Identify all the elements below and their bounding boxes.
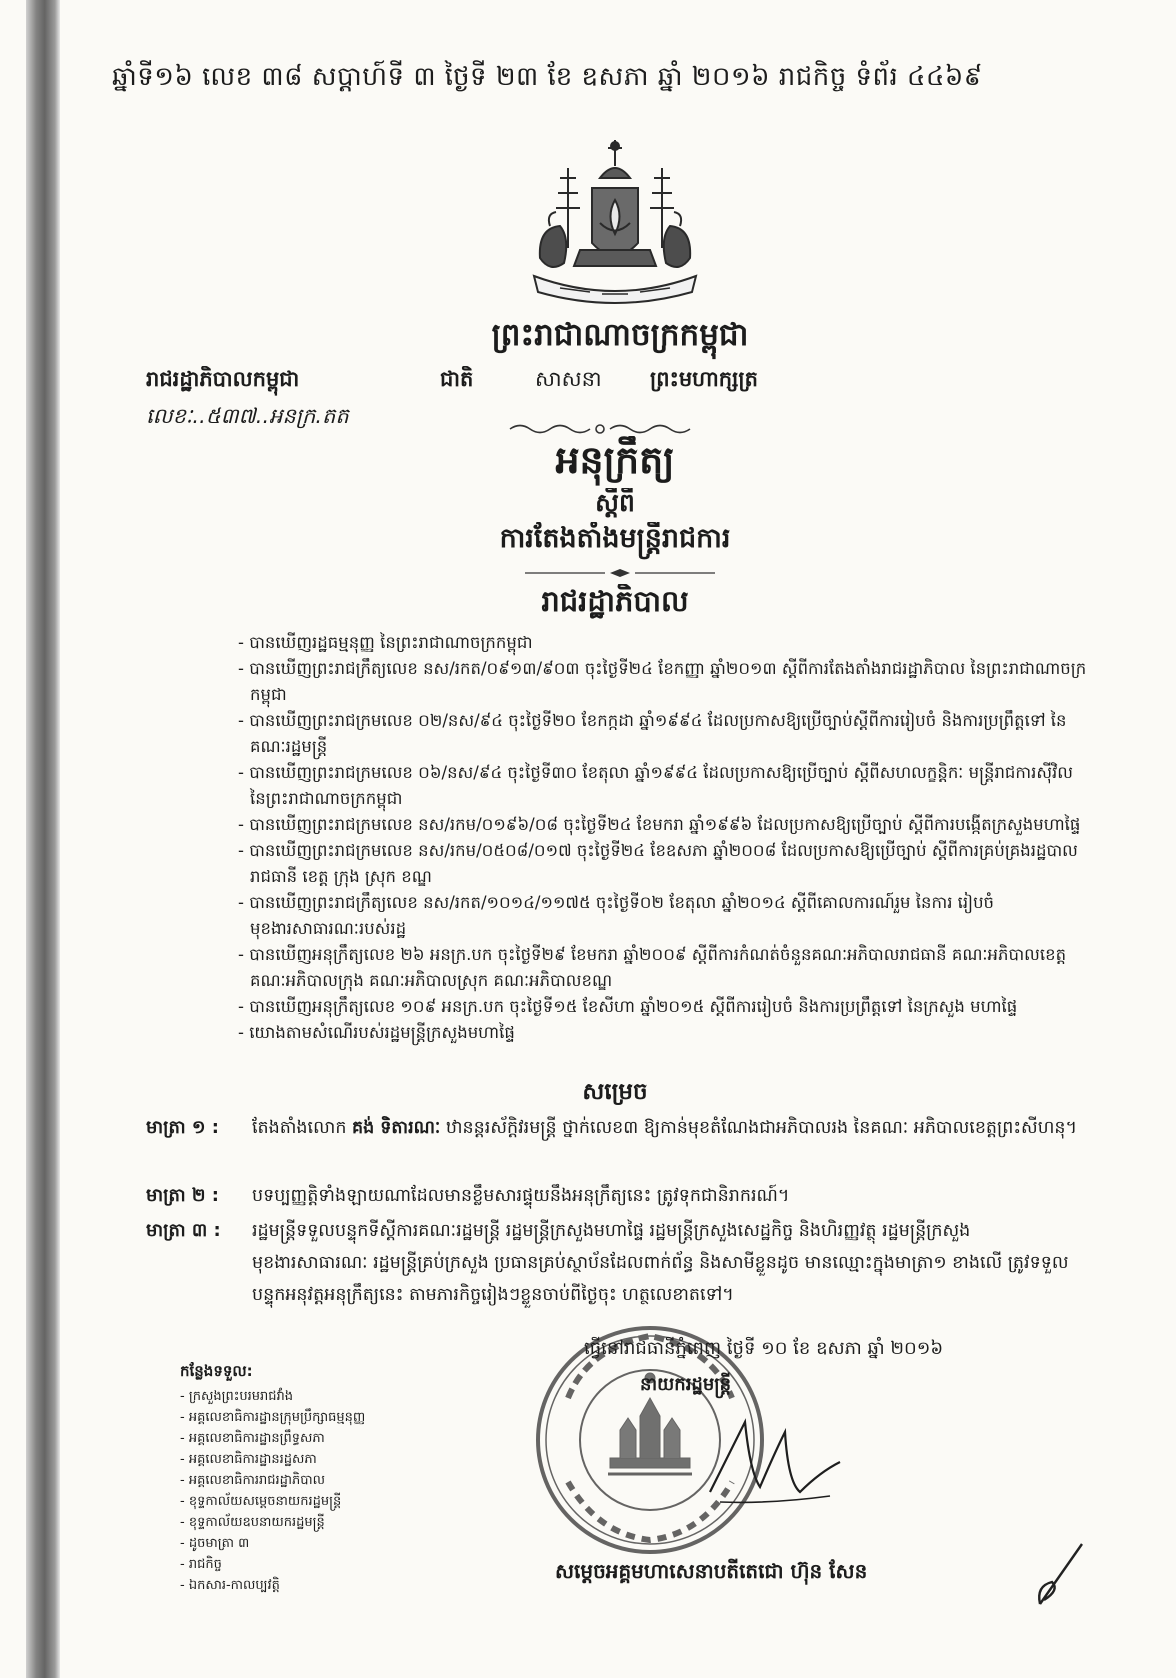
recipient-item: - ខុទ្ទកាល័យឧបនាយករដ្ឋមន្ត្រី bbox=[180, 1515, 325, 1530]
preamble-item: - បានឃើញព្រះរាជក្រឹត្យលេខ នស/រកត/១០១៤/១១៧៥ ចុះថ្ងៃទី០២ ខែតុលា ឆ្នាំ២០១៤ ស្តីពីគោលការណ៍រួម នៃការ រៀបចំមុខងារសាធារណៈរបស់រដ្ឋ bbox=[238, 893, 995, 938]
recipient-item: - អគ្គលេខាធិការដ្ឋានព្រឹទ្ធសភា bbox=[180, 1431, 325, 1446]
kingdom-title: ព្រះរាជាណាចក្រកម្ពុជា bbox=[491, 317, 749, 353]
motto-religion: សាសនា bbox=[535, 367, 602, 391]
recipients-list bbox=[180, 1386, 500, 1598]
article-3-text: រដ្ឋមន្ត្រីទទួលបន្ទុកទីស្តីការគណៈរដ្ឋមន្ត្រី រដ្ឋមន្ត្រីក្រសួងមហាផ្ទៃ រដ្ឋមន្ត្រីក្រសួងសេដ្ឋកិច្ច និងហិរញ្ញវត្ថុ រដ្ឋមន្ត្រីក្រសួងមុខងារសាធារណៈ រដ្ឋមន្ត្រីគ្រប់ក្រសួង ប្រធានគ្រប់ស្ថាប័នដែលពាក់ព័ន្ធ និងសាមីខ្លួនដូច មានឈ្មោះក្នុងមាត្រា១ ខាងលើ ត្រូវទទួលបន្ទុកអនុវត្តអនុក្រឹត្យនេះ តាមភារកិច្ចរៀងៗខ្លួនចាប់ពីថ្ងៃចុះ ហត្ថលេខាតទៅ។ bbox=[252, 1221, 1069, 1305]
recipient-item: - ឯកសារ-កាលប្បវត្តិ bbox=[180, 1578, 280, 1593]
preamble-list bbox=[238, 630, 1090, 1076]
motto-king: ព្រះមហាក្សត្រ bbox=[650, 367, 758, 391]
gazette-header: ឆ្នាំទី១៦ លេខ ៣៨ សប្តាហ៍ទី ៣ ថ្ងៃទី ២៣ ខែ ឧសភា ឆ្នាំ ២០១៦ រាជកិច្ច ទំព័រ ៤៤៦៩ bbox=[112, 62, 983, 92]
recipient-item: - អគ្គលេខាធិការរាជរដ្ឋាភិបាល bbox=[180, 1473, 325, 1488]
article-1-text bbox=[252, 1112, 1082, 1176]
document-subject: ការតែងតាំងមន្ត្រីរាជការ bbox=[499, 523, 731, 554]
preamble-item: - បានឃើញព្រះរាជក្រមលេខ ០២/នស/៩៤ ចុះថ្ងៃទី២០ ខែកក្កដា ឆ្នាំ១៩៩៤ ដែលប្រកាសឱ្យប្រើច្បាប់ស្តីពីការរៀបចំ និងការប្រព្រឹត្តទៅ នៃគណៈរដ្ឋមន្ត្រី bbox=[238, 711, 1067, 756]
preamble-item: - បានឃើញអនុក្រឹត្យលេខ ២៦ អនក្រ.បក ចុះថ្ងៃទី២៩ ខែមករា ឆ្នាំ២០០៩ ស្តីពីការកំណត់ចំនួនគណៈអភិបាលរាជធានី គណៈអភិបាលខេត្ត គណៈអភិបាលក្រុង គណៈអភិបាលស្រុក គណៈអភិបាលខណ្ឌ bbox=[238, 945, 1067, 990]
signatory-name: សម្តេចអគ្គមហាសេនាបតីតេជោ ហ៊ុន សែន bbox=[555, 1559, 868, 1583]
signing-place-date: ធ្វើនៅរាជធានីភ្នំពេញ ថ្ងៃទី ១០ ខែ ឧសភា ឆ្នាំ ២០១៦ bbox=[584, 1338, 944, 1359]
reference-number: លេខៈ..៥៣៧..អនក្រ.តត bbox=[146, 404, 349, 428]
recipient-item: - ខុទ្ទកាល័យសម្តេចនាយករដ្ឋមន្ត្រី bbox=[180, 1494, 342, 1509]
royal-coat-of-arms-icon bbox=[520, 138, 710, 310]
recipient-item: - អគ្គលេខាធិការដ្ឋានរដ្ឋសភា bbox=[180, 1452, 317, 1467]
appointee-name: គង់ ទិតារណៈ bbox=[351, 1118, 441, 1138]
document-type-title: អនុក្រឹត្យ bbox=[555, 438, 675, 482]
preamble-item: - បានឃើញព្រះរាជក្រមលេខ នស/រកម/០១៩៦/០៨ ចុះថ្ងៃទី២៤ ខែមករា ឆ្នាំ១៩៩៦ ដែលប្រកាសឱ្យប្រើច្បាប់ ស្តីពីការបង្កើតក្រសួងមហាផ្ទៃ bbox=[238, 815, 1081, 834]
section-divider-icon bbox=[525, 568, 715, 578]
preamble-item: - បានឃើញព្រះរាជក្រមលេខ នស/រកម/០៥០៨/០១៧ ចុះថ្ងៃទី២៤ ខែឧសភា ឆ្នាំ២០០៨ ដែលប្រកាសឱ្យប្រើច្បាប់ ស្តីពីការគ្រប់គ្រងរដ្ឋបាលរាជធានី ខេត្ត ក្រុង ស្រុក ខណ្ឌ bbox=[238, 841, 1078, 886]
recipient-item: - រាជកិច្ច bbox=[180, 1557, 222, 1572]
recipient-item: - ក្រសួងព្រះបរមរាជវាំង bbox=[180, 1389, 294, 1404]
preamble-item: - បានឃើញអនុក្រឹត្យលេខ ១០៩ អនក្រ.បក ចុះថ្ងៃទី១៥ ខែសីហា ឆ្នាំ២០១៥ ស្តីពីការរៀបចំ និងការប្រព្រឹត្តទៅ នៃក្រសួង មហាផ្ទៃ bbox=[238, 997, 1018, 1016]
article-2-text: បទប្បញ្ញត្តិទាំងឡាយណាដែលមានខ្លឹមសារផ្ទុយនឹងអនុក្រឹត្យនេះ ត្រូវទុកជានិរាករណ៍។ bbox=[252, 1186, 790, 1206]
preamble-item: - បានឃើញព្រះរាជក្រមលេខ ០៦/នស/៩៤ ចុះថ្ងៃទី៣០ ខែតុលា ឆ្នាំ១៩៩៤ ដែលប្រកាសឱ្យប្រើច្បាប់ ស្តីពីសហលក្ខន្តិកៈ មន្ត្រីរាជការស៊ីវិល នៃព្រះរាជាណាចក្រកម្ពុជា bbox=[238, 763, 1074, 808]
preamble-item: - បានឃើញរដ្ឋធម្មនុញ្ញ នៃព្រះរាជាណាចក្រកម្ពុជា bbox=[238, 633, 533, 652]
scan-edge-shadow bbox=[26, 0, 60, 1678]
issuing-authority: រាជរដ្ឋាភិបាលកម្ពុជា bbox=[146, 367, 300, 391]
signatory-title: នាយករដ្ឋមន្ត្រី bbox=[640, 1374, 732, 1395]
article-1-label: មាត្រា ១ : bbox=[146, 1117, 219, 1138]
article-1-prefix: តែងតាំងលោក bbox=[252, 1118, 352, 1138]
article-2-label: មាត្រា ២ : bbox=[146, 1185, 219, 1206]
government-heading: រាជរដ្ឋាភិបាល bbox=[541, 584, 689, 618]
article-3-label: មាត្រា ៣ : bbox=[146, 1220, 221, 1241]
motto-nation: ជាតិ bbox=[440, 367, 474, 391]
recipient-item: - អគ្គលេខាធិការដ្ឋានក្រុមប្រឹក្សាធម្មនុញ្ញ bbox=[180, 1410, 366, 1425]
handwritten-signature-icon bbox=[690, 1392, 860, 1512]
concerning-label: ស្តីពី bbox=[595, 488, 635, 517]
preamble-item: - បានឃើញព្រះរាជក្រឹត្យលេខ នស/រកត/០៩១៣/៩០៣ ចុះថ្ងៃទី២៤ ខែកញ្ញា ឆ្នាំ២០១៣ ស្តីពីការតែងតាំងរាជរដ្ឋាភិបាល នៃព្រះរាជាណាចក្រកម្ពុជា bbox=[238, 659, 1087, 704]
recipients-title: កន្លែងទទួល: bbox=[180, 1362, 253, 1380]
article-1-body: ឋានន្តរស័ក្តិវរមន្ត្រី ថ្នាក់លេខ៣ ឱ្យកាន់មុខតំណែងជាអភិបាលរង នៃគណៈ អភិបាលខេត្តព្រះសីហនុ។ bbox=[440, 1118, 1078, 1138]
initial-mark-icon bbox=[1030, 1538, 1090, 1610]
decision-heading: សម្រេច bbox=[582, 1079, 648, 1105]
recipient-item: - ដូចមាត្រា ៣ bbox=[180, 1536, 250, 1551]
preamble-item: - យោងតាមសំណើរបស់រដ្ឋមន្ត្រីក្រសួងមហាផ្ទៃ bbox=[238, 1023, 515, 1042]
